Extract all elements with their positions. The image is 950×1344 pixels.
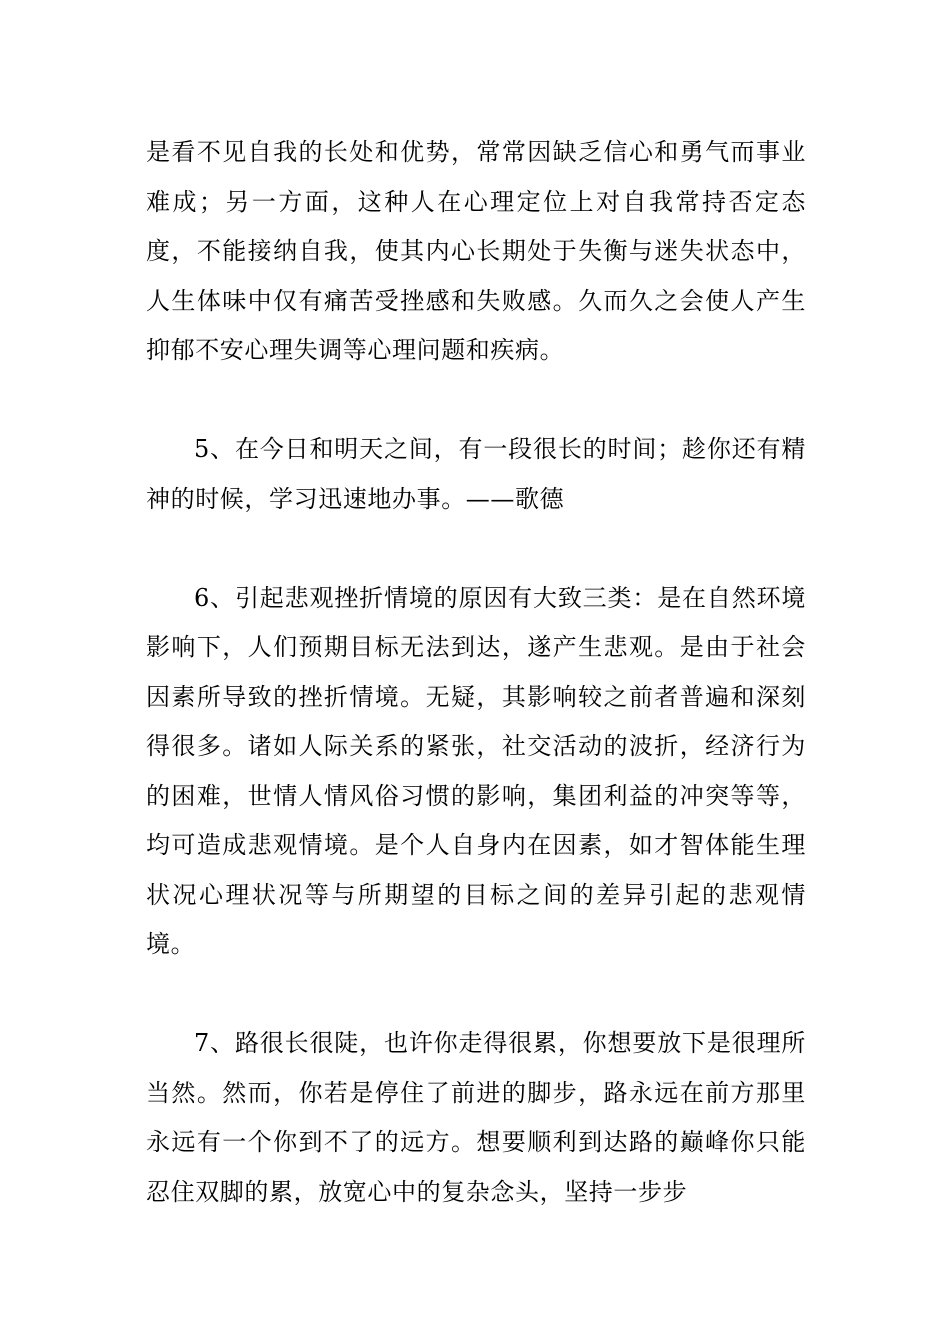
document-body [146,128,806,1217]
paragraph-continuation: 是看不见自我的长处和优势，常常因缺乏信心和勇气而事业难成；另一方面，这种人在心理定位上对自我常持否定态度，不能接纳自我，使其内心长期处于失衡与迷失状态中，人生体味中仅有痛苦受挫感和失败感。久而久之会使人产生抑郁不安心理失调等心理问题和疾病。 [146,138,806,364]
paragraph-spacer [146,524,806,574]
paragraph-item-5: 5、在今日和明天之间，有一段很长的时间；趁你还有精神的时候，学习迅速地办事。——歌德 [146,435,806,513]
paragraph-item-7: 7、路很长很陡，也许你走得很累，你想要放下是很理所当然。然而，你若是停住了前进的脚步，路永远在前方那里永远有一个你到不了的远方。想要顺利到达路的巅峰你只能忍住双脚的累，放宽心中的复杂念头，坚持一步步 [146,1029,806,1206]
paragraph-spacer [146,970,806,1020]
paragraph-spacer [146,376,806,426]
paragraph-item-6: 6、引起悲观挫折情境的原因有大致三类：是在自然环境影响下，人们预期目标无法到达，遂产生悲观。是由于社会因素所导致的挫折情境。无疑，其影响较之前者普遍和深刻得很多。诸如人际关系的紧张，社交活动的波折，经济行为的困难，世情人情风俗习惯的影响，集团利益的冲突等等，均可造成悲观情境。是个人自身内在因素，如才智体能生理状况心理状况等与所期望的目标之间的差异引起的悲观情境。 [146,583,806,958]
